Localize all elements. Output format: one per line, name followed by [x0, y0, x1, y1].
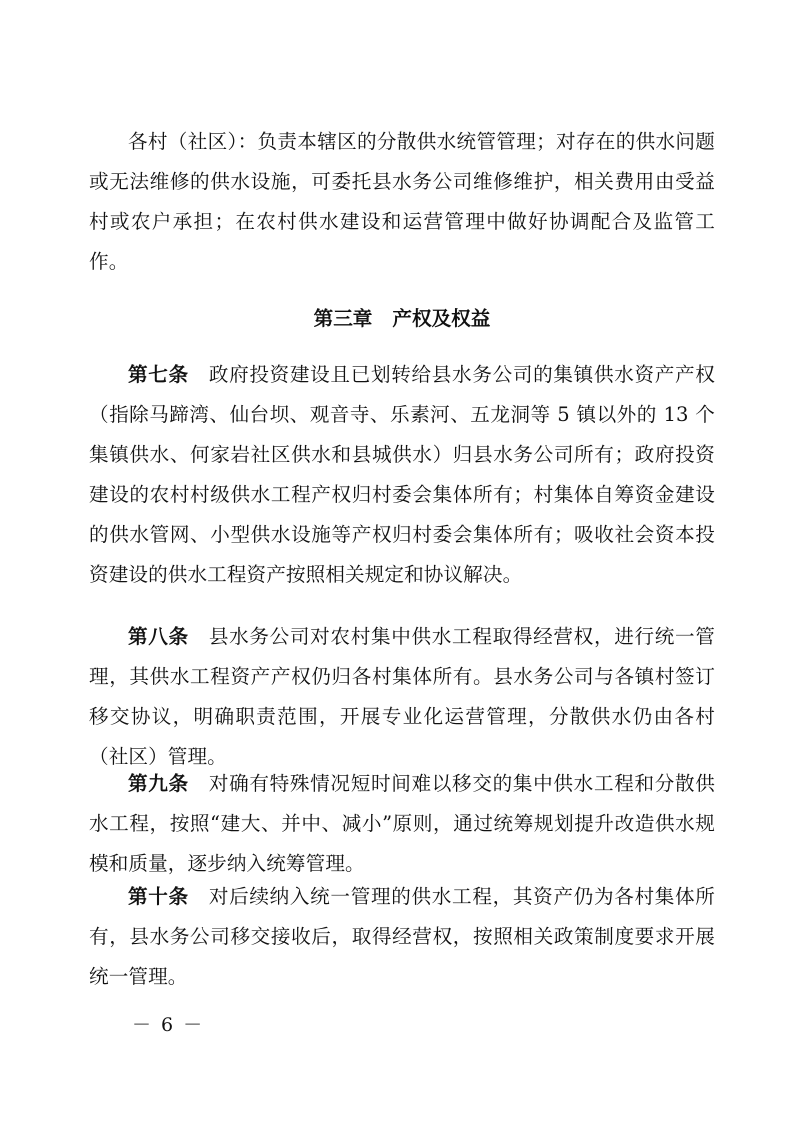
article-label: 第十条: [128, 885, 189, 908]
article-label: 第九条: [128, 772, 189, 795]
article-text: 政府投资建设且已划转给县水务公司的集镇供水资产产权（指除马蹄湾、仙台坝、观音寺、乐素河、五龙洞等 5 镇以外的 13 个集镇供水、何家岩社区供水和县城供水）归县水务公司所有；政府投资建设的农村村级供水工程产权归村委会集体所有；村集体自筹资金建设的供水管网、小型供水设施等产权归村委会集体所有；吸收社会资本投资建设的供水工程资产按照相关规定和协议解决。: [89, 363, 715, 586]
article-text: 对确有特殊情况短时间难以移交的集中供水工程和分散供水工程，按照“建大、并中、减小”原则，通过统筹规划提升改造供水规模和质量，逐步纳入统筹管理。: [89, 772, 715, 875]
article-text: 县水务公司对农村集中供水工程取得经营权，进行统一管理，其供水工程资产产权仍归各村集体所有。县水务公司与各镇村签订移交协议，明确职责范围，开展专业化运营管理，分散供水仍由各村（社区）管理。: [89, 625, 715, 768]
page-number: － 6 －: [132, 1014, 205, 1036]
chapter-title: 产权及权益: [392, 307, 491, 330]
article-7: [89, 355, 715, 595]
article-label: 第七条: [128, 363, 189, 386]
article-label: 第八条: [128, 625, 189, 648]
article-10: [89, 877, 715, 997]
chapter-number: 第三章: [313, 307, 373, 330]
chapter-heading: [89, 299, 715, 339]
article-8: [89, 617, 715, 777]
intro-paragraph: 各村（社区）：负责本辖区的分散供水统管管理；对存在的供水问题或无法维修的供水设施，可委托县水务公司维修维护，相关费用由受益村或农户承担；在农村供水建设和运营管理中做好协调配合及监管工作。: [89, 130, 715, 273]
article-9: [89, 764, 715, 884]
article-text: 对后续纳入统一管理的供水工程，其资产仍为各村集体所有，县水务公司移交接收后，取得经营权，按照相关政策制度要求开展统一管理。: [89, 885, 715, 988]
